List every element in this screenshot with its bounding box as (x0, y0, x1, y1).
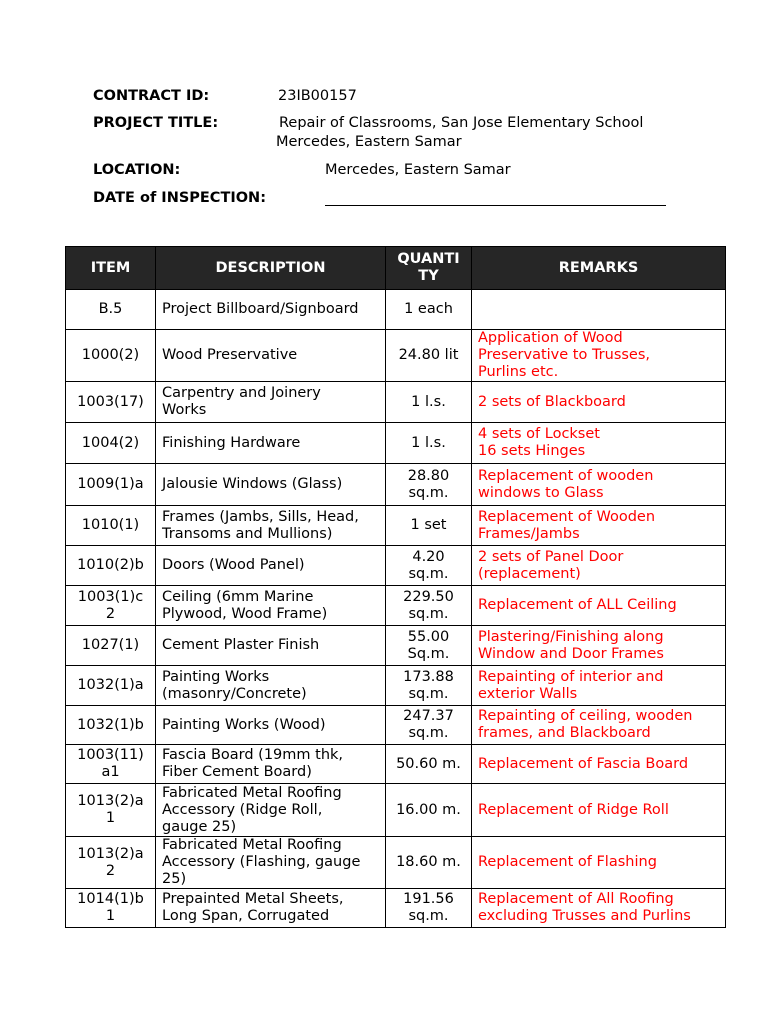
table-row (66, 837, 726, 889)
quantity-cell-text: 173.88 sq.m. (403, 668, 454, 702)
description-cell (156, 464, 386, 506)
items-table (65, 246, 726, 928)
quantity-cell (386, 586, 472, 626)
quantity-cell-text: 4.20 sq.m. (408, 548, 449, 582)
remarks-cell-text: Replacement of Wooden Frames/Jambs (478, 508, 656, 542)
table-row (66, 784, 726, 837)
remarks-cell-text: Plastering/Finishing along Window and Door Frames (478, 628, 664, 662)
quantity-cell (386, 290, 472, 330)
remarks-cell-text: Replacement of All Roofing excluding Trusses and Purlins (478, 891, 691, 924)
quantity-cell-text: 50.60 m. (396, 755, 461, 772)
description-cell-text: Wood Preservative (162, 347, 298, 363)
item-cell-text: 1032(1)a (77, 677, 144, 693)
description-cell-text: Project Billboard/Signboard (162, 301, 359, 317)
remarks-cell (472, 626, 726, 666)
remarks-cell (472, 290, 726, 330)
remarks-cell (472, 464, 726, 506)
quantity-cell-text: 1 l.s. (411, 393, 446, 410)
description-cell-text: Doors (Wood Panel) (162, 557, 305, 573)
table-row (66, 464, 726, 506)
remarks-cell-text: Replacement of Fascia Board (478, 755, 689, 772)
remarks-cell (472, 546, 726, 586)
description-cell (156, 666, 386, 706)
date-blank-line (325, 205, 666, 206)
item-cell-text: 1014(1)b 1 (77, 891, 144, 924)
item-cell (66, 290, 156, 330)
quantity-cell-text: 1 set (410, 517, 447, 533)
contract-id-label: CONTRACT ID: (93, 88, 210, 104)
item-cell-text: 1004(2) (81, 434, 140, 451)
description-cell (156, 889, 386, 928)
item-cell (66, 626, 156, 666)
item-cell-text: 1027(1) (81, 637, 140, 653)
remarks-cell-text: Replacement of Ridge Roll (478, 801, 669, 818)
quantity-cell (386, 889, 472, 928)
description-cell-text: Prepainted Metal Sheets, Long Span, Corrugated (162, 891, 344, 924)
remarks-cell-text: Repainting of interior and exterior Walls (478, 668, 664, 702)
table-row (66, 382, 726, 423)
description-cell (156, 745, 386, 784)
table-body (66, 290, 726, 928)
table-row (66, 290, 726, 330)
remarks-cell-text: Replacement of ALL Ceiling (478, 597, 677, 613)
quantity-cell (386, 423, 472, 464)
quantity-cell (386, 784, 472, 837)
description-cell (156, 382, 386, 423)
item-cell (66, 464, 156, 506)
project-title-label: PROJECT TITLE: (93, 115, 219, 131)
remarks-cell (472, 837, 726, 889)
description-cell (156, 837, 386, 889)
quantity-cell-text: 191.56 sq.m. (403, 891, 454, 924)
remarks-cell (472, 666, 726, 706)
description-cell-text: Fascia Board (19mm thk, Fiber Cement Board) (162, 747, 344, 780)
table-row (66, 546, 726, 586)
item-cell-text: 1003(1)c 2 (77, 588, 144, 622)
item-cell (66, 382, 156, 423)
item-column-header: ITEM (66, 247, 156, 290)
remarks-cell (472, 784, 726, 837)
quantity-cell (386, 745, 472, 784)
item-cell-text: 1032(1)b (77, 716, 144, 733)
quantity-cell (386, 382, 472, 423)
description-cell (156, 423, 386, 464)
item-cell-text: 1009(1)a (77, 476, 144, 492)
item-cell (66, 889, 156, 928)
description-cell (156, 784, 386, 837)
item-cell (66, 745, 156, 784)
description-cell-text: Fabricated Metal Roofing Accessory (Ridge Roll, gauge 25) (162, 784, 342, 835)
item-cell-text: 1003(11) a1 (77, 747, 144, 780)
description-cell (156, 586, 386, 626)
item-cell (66, 666, 156, 706)
location-value: Mercedes, Eastern Samar (325, 162, 511, 178)
description-cell-text: Ceiling (6mm Marine Plywood, Wood Frame) (162, 588, 328, 622)
description-cell-text: Finishing Hardware (162, 434, 301, 451)
project-title-line1: Repair of Classrooms, San Jose Elementary School (279, 115, 644, 131)
remarks-cell (472, 745, 726, 784)
remarks-cell-text: 2 sets of Blackboard (478, 393, 626, 410)
description-cell (156, 506, 386, 546)
description-cell (156, 626, 386, 666)
remarks-cell-text: Replacement of Flashing (478, 854, 657, 870)
item-cell (66, 706, 156, 745)
item-cell (66, 423, 156, 464)
table-row (66, 889, 726, 928)
description-column-header: DESCRIPTION (156, 247, 386, 290)
quantity-cell-text: 24.80 lit (398, 347, 459, 363)
description-cell (156, 330, 386, 382)
remarks-cell (472, 889, 726, 928)
item-cell (66, 546, 156, 586)
quantity-cell-text: 229.50 sq.m. (403, 588, 454, 622)
item-cell-text: 1003(17) (77, 393, 144, 410)
description-cell-text: Frames (Jambs, Sills, Head, Transoms and Mullions) (162, 508, 359, 542)
remarks-cell-text: 2 sets of Panel Door (replacement) (478, 548, 624, 582)
remarks-cell (472, 586, 726, 626)
quantity-cell (386, 837, 472, 889)
item-cell (66, 837, 156, 889)
quantity-cell (386, 546, 472, 586)
remarks-cell-text: 4 sets of Lockset 16 sets Hinges (478, 426, 600, 459)
quantity-cell-text: 1 l.s. (411, 434, 446, 451)
item-cell (66, 586, 156, 626)
description-cell (156, 706, 386, 745)
quantity-cell (386, 666, 472, 706)
item-cell-text: B.5 (98, 301, 123, 317)
description-cell-text: Cement Plaster Finish (162, 637, 320, 653)
item-cell (66, 784, 156, 837)
contract-id-value: 23IB00157 (278, 88, 357, 104)
item-cell-text: 1010(2)b (77, 557, 144, 573)
remarks-cell (472, 382, 726, 423)
remarks-cell (472, 706, 726, 745)
remarks-cell (472, 330, 726, 382)
table-row (66, 330, 726, 382)
description-cell-text: Carpentry and Joinery Works (162, 385, 321, 418)
location-label: LOCATION: (93, 162, 181, 178)
item-cell-text: 1000(2) (81, 347, 140, 363)
quantity-cell (386, 506, 472, 546)
item-cell-text: 1013(2)a 1 (77, 793, 144, 826)
table-row (66, 745, 726, 784)
description-cell-text: Painting Works (Wood) (162, 716, 326, 733)
description-cell-text: Painting Works (masonry/Concrete) (162, 668, 307, 702)
table-row (66, 586, 726, 626)
quantity-cell-text: 247.37 sq.m. (403, 708, 454, 741)
table-row (66, 666, 726, 706)
quantity-cell-text: 1 each (404, 301, 453, 317)
quantity-cell (386, 464, 472, 506)
remarks-cell-text: Repainting of ceiling, wooden frames, and Blackboard (478, 708, 693, 741)
remarks-cell (472, 423, 726, 464)
item-cell-text: 1013(2)a 2 (77, 845, 144, 879)
project-title-line2: Mercedes, Eastern Samar (276, 134, 462, 150)
table-row (66, 706, 726, 745)
quantity-cell (386, 706, 472, 745)
description-cell (156, 546, 386, 586)
table-row (66, 506, 726, 546)
remarks-cell (472, 506, 726, 546)
description-cell (156, 290, 386, 330)
item-cell (66, 506, 156, 546)
quantity-cell (386, 330, 472, 382)
quantity-cell (386, 626, 472, 666)
table-row (66, 423, 726, 464)
remarks-cell-text: Application of Wood Preservative to Trusses, Purlins etc. (478, 330, 651, 380)
item-cell (66, 330, 156, 382)
table-row (66, 626, 726, 666)
remarks-column-header: REMARKS (472, 247, 726, 290)
item-cell-text: 1010(1) (81, 517, 140, 533)
date-of-inspection-label: DATE of INSPECTION: (93, 190, 266, 206)
quantity-cell-text: 55.00 Sq.m. (407, 628, 450, 662)
table-header-row (66, 247, 726, 290)
quantity-column-header: QUANTI TY (386, 247, 472, 290)
remarks-cell-text: Replacement of wooden windows to Glass (478, 467, 654, 501)
quantity-cell-text: 18.60 m. (396, 854, 461, 870)
description-cell-text: Fabricated Metal Roofing Accessory (Flashing, gauge 25) (162, 837, 361, 887)
quantity-cell-text: 16.00 m. (396, 801, 461, 818)
description-cell-text: Jalousie Windows (Glass) (162, 476, 343, 492)
quantity-cell-text: 28.80 sq.m. (407, 467, 450, 501)
